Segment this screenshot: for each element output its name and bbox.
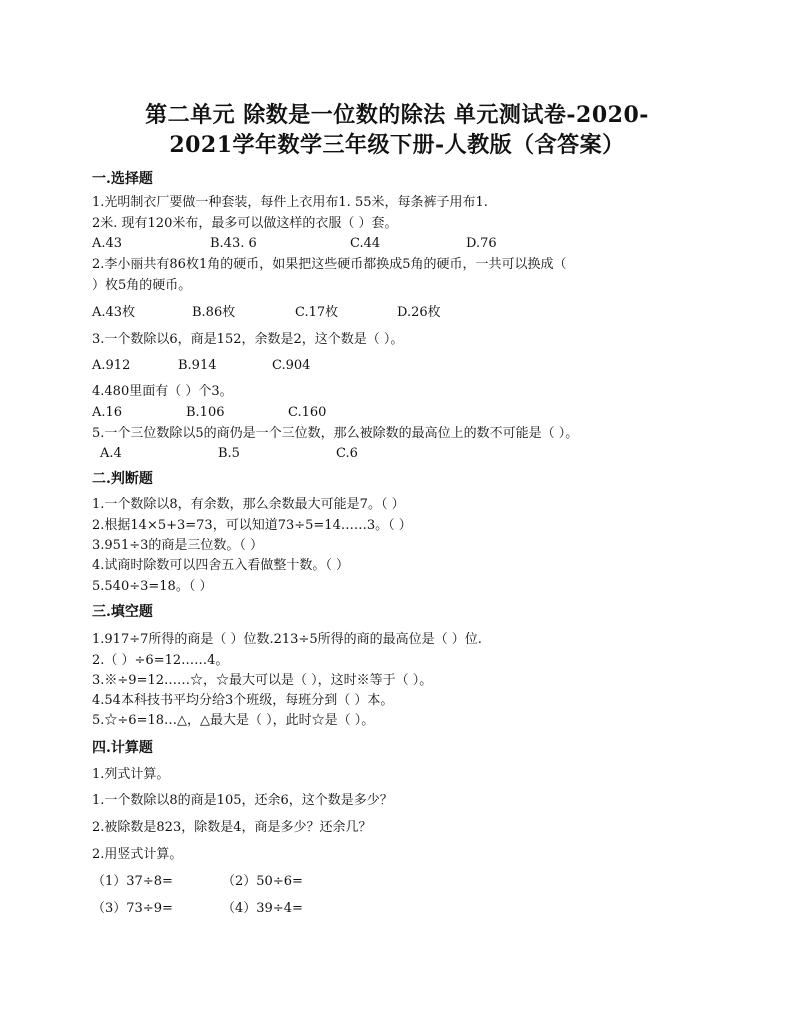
- option-a: A.912: [92, 358, 131, 373]
- fill-q4: 4.54本科技书平均分给3个班级，每班分到（ ）本。: [92, 693, 394, 708]
- judge-q2: 2.根据14×5+3=73，可以知道73÷5=14……3。（ ）: [92, 518, 412, 533]
- fill-q5: 5.☆÷6=18…△，△最大是（ ），此时☆是（ ）。: [92, 713, 375, 728]
- choice-q1-line2: 2米. 现有120米布，最多可以做这样的衣服（ ）套。: [92, 216, 398, 231]
- calc-item-4: （4）39÷4=: [222, 901, 303, 916]
- section-heading-choice: 一.选择题: [92, 171, 153, 187]
- option-b: B.5: [218, 446, 240, 461]
- option-c: C.44: [350, 236, 381, 251]
- option-d: D.26枚: [397, 305, 441, 320]
- calc-part2-heading: 2.用竖式计算。: [92, 847, 183, 862]
- judge-q4: 4.试商时除数可以四舍五入看做整十数。（ ）: [92, 558, 350, 573]
- section-heading-fill: 三.填空题: [92, 604, 153, 620]
- option-a: A.16: [92, 405, 123, 420]
- option-a: A.4: [100, 446, 122, 461]
- choice-q1-options: [92, 235, 732, 252]
- option-c: C.160: [288, 405, 327, 420]
- title-line-1: 第二单元 除数是一位数的除法 单元测试卷-2020-: [145, 102, 649, 128]
- calc-row-2: [92, 900, 732, 917]
- calc-part1-q1: 1.一个数除以8的商是105，还余6，这个数是多少？: [92, 793, 393, 808]
- option-c: C.17枚: [295, 305, 339, 320]
- calc-part1-q2: 2.被除数是823，除数是4，商是多少？还余几？: [92, 820, 372, 835]
- option-a: A.43枚: [92, 305, 136, 320]
- option-b: B.86枚: [192, 305, 236, 320]
- fill-q3: 3.※÷9=12……☆，☆最大可以是（ ），这时※等于（ ）。: [92, 673, 433, 688]
- option-b: B.106: [186, 405, 225, 420]
- choice-q5: 5.一个三位数除以5的商仍是一个三位数，那么被除数的最高位上的数不可能是（ ）。: [92, 426, 579, 441]
- section-heading-judge: 二.判断题: [92, 471, 153, 487]
- calc-item-2: （2）50÷6=: [222, 874, 303, 889]
- choice-q5-options: [92, 445, 732, 462]
- choice-q2-options: [92, 304, 732, 321]
- option-b: B.914: [178, 358, 217, 373]
- choice-q2-line2: ）枚5角的硬币。: [92, 278, 192, 293]
- choice-q4: 4.480里面有（ ）个3。: [92, 384, 233, 399]
- calc-part1-heading: 1.列式计算。: [92, 767, 170, 782]
- option-c: C.904: [272, 358, 311, 373]
- calc-row-1: [92, 873, 732, 890]
- choice-q2-line1: 2.李小丽共有86枚1角的硬币，如果把这些硬币都换成5角的硬币，一共可以换成（: [92, 257, 567, 272]
- section-heading-calc: 四.计算题: [92, 740, 153, 756]
- choice-q3: 3.一个数除以6，商是152，余数是2，这个数是（ ）。: [92, 332, 404, 347]
- choice-q3-options: [92, 357, 732, 374]
- choice-q1-line1: 1.光明制衣厂要做一种套装，每件上衣用布1. 55米，每条裤子用布1.: [92, 195, 488, 210]
- judge-q3: 3.951÷3的商是三位数。（ ）: [92, 538, 264, 553]
- fill-q2: 2.（ ）÷6=12……4。: [92, 653, 229, 668]
- option-a: A.43: [92, 236, 123, 251]
- calc-item-1: （1）37÷8=: [92, 874, 173, 889]
- choice-q4-options: [92, 404, 732, 421]
- option-c: C.6: [336, 446, 358, 461]
- title-line-2: 2021学年数学三年级下册-人教版（含答案）: [169, 132, 625, 158]
- worksheet-title: [0, 100, 794, 160]
- option-b: B.43. 6: [210, 236, 257, 251]
- judge-q5: 5.540÷3=18。（ ）: [92, 579, 213, 594]
- fill-q1: 1.917÷7所得的商是（ ）位数.213÷5所得的商的最高位是（ ）位.: [92, 632, 482, 647]
- calc-item-3: （3）73÷9=: [92, 901, 173, 916]
- judge-q1: 1.一个数除以8，有余数，那么余数最大可能是7。（ ）: [92, 497, 405, 512]
- option-d: D.76: [466, 236, 497, 251]
